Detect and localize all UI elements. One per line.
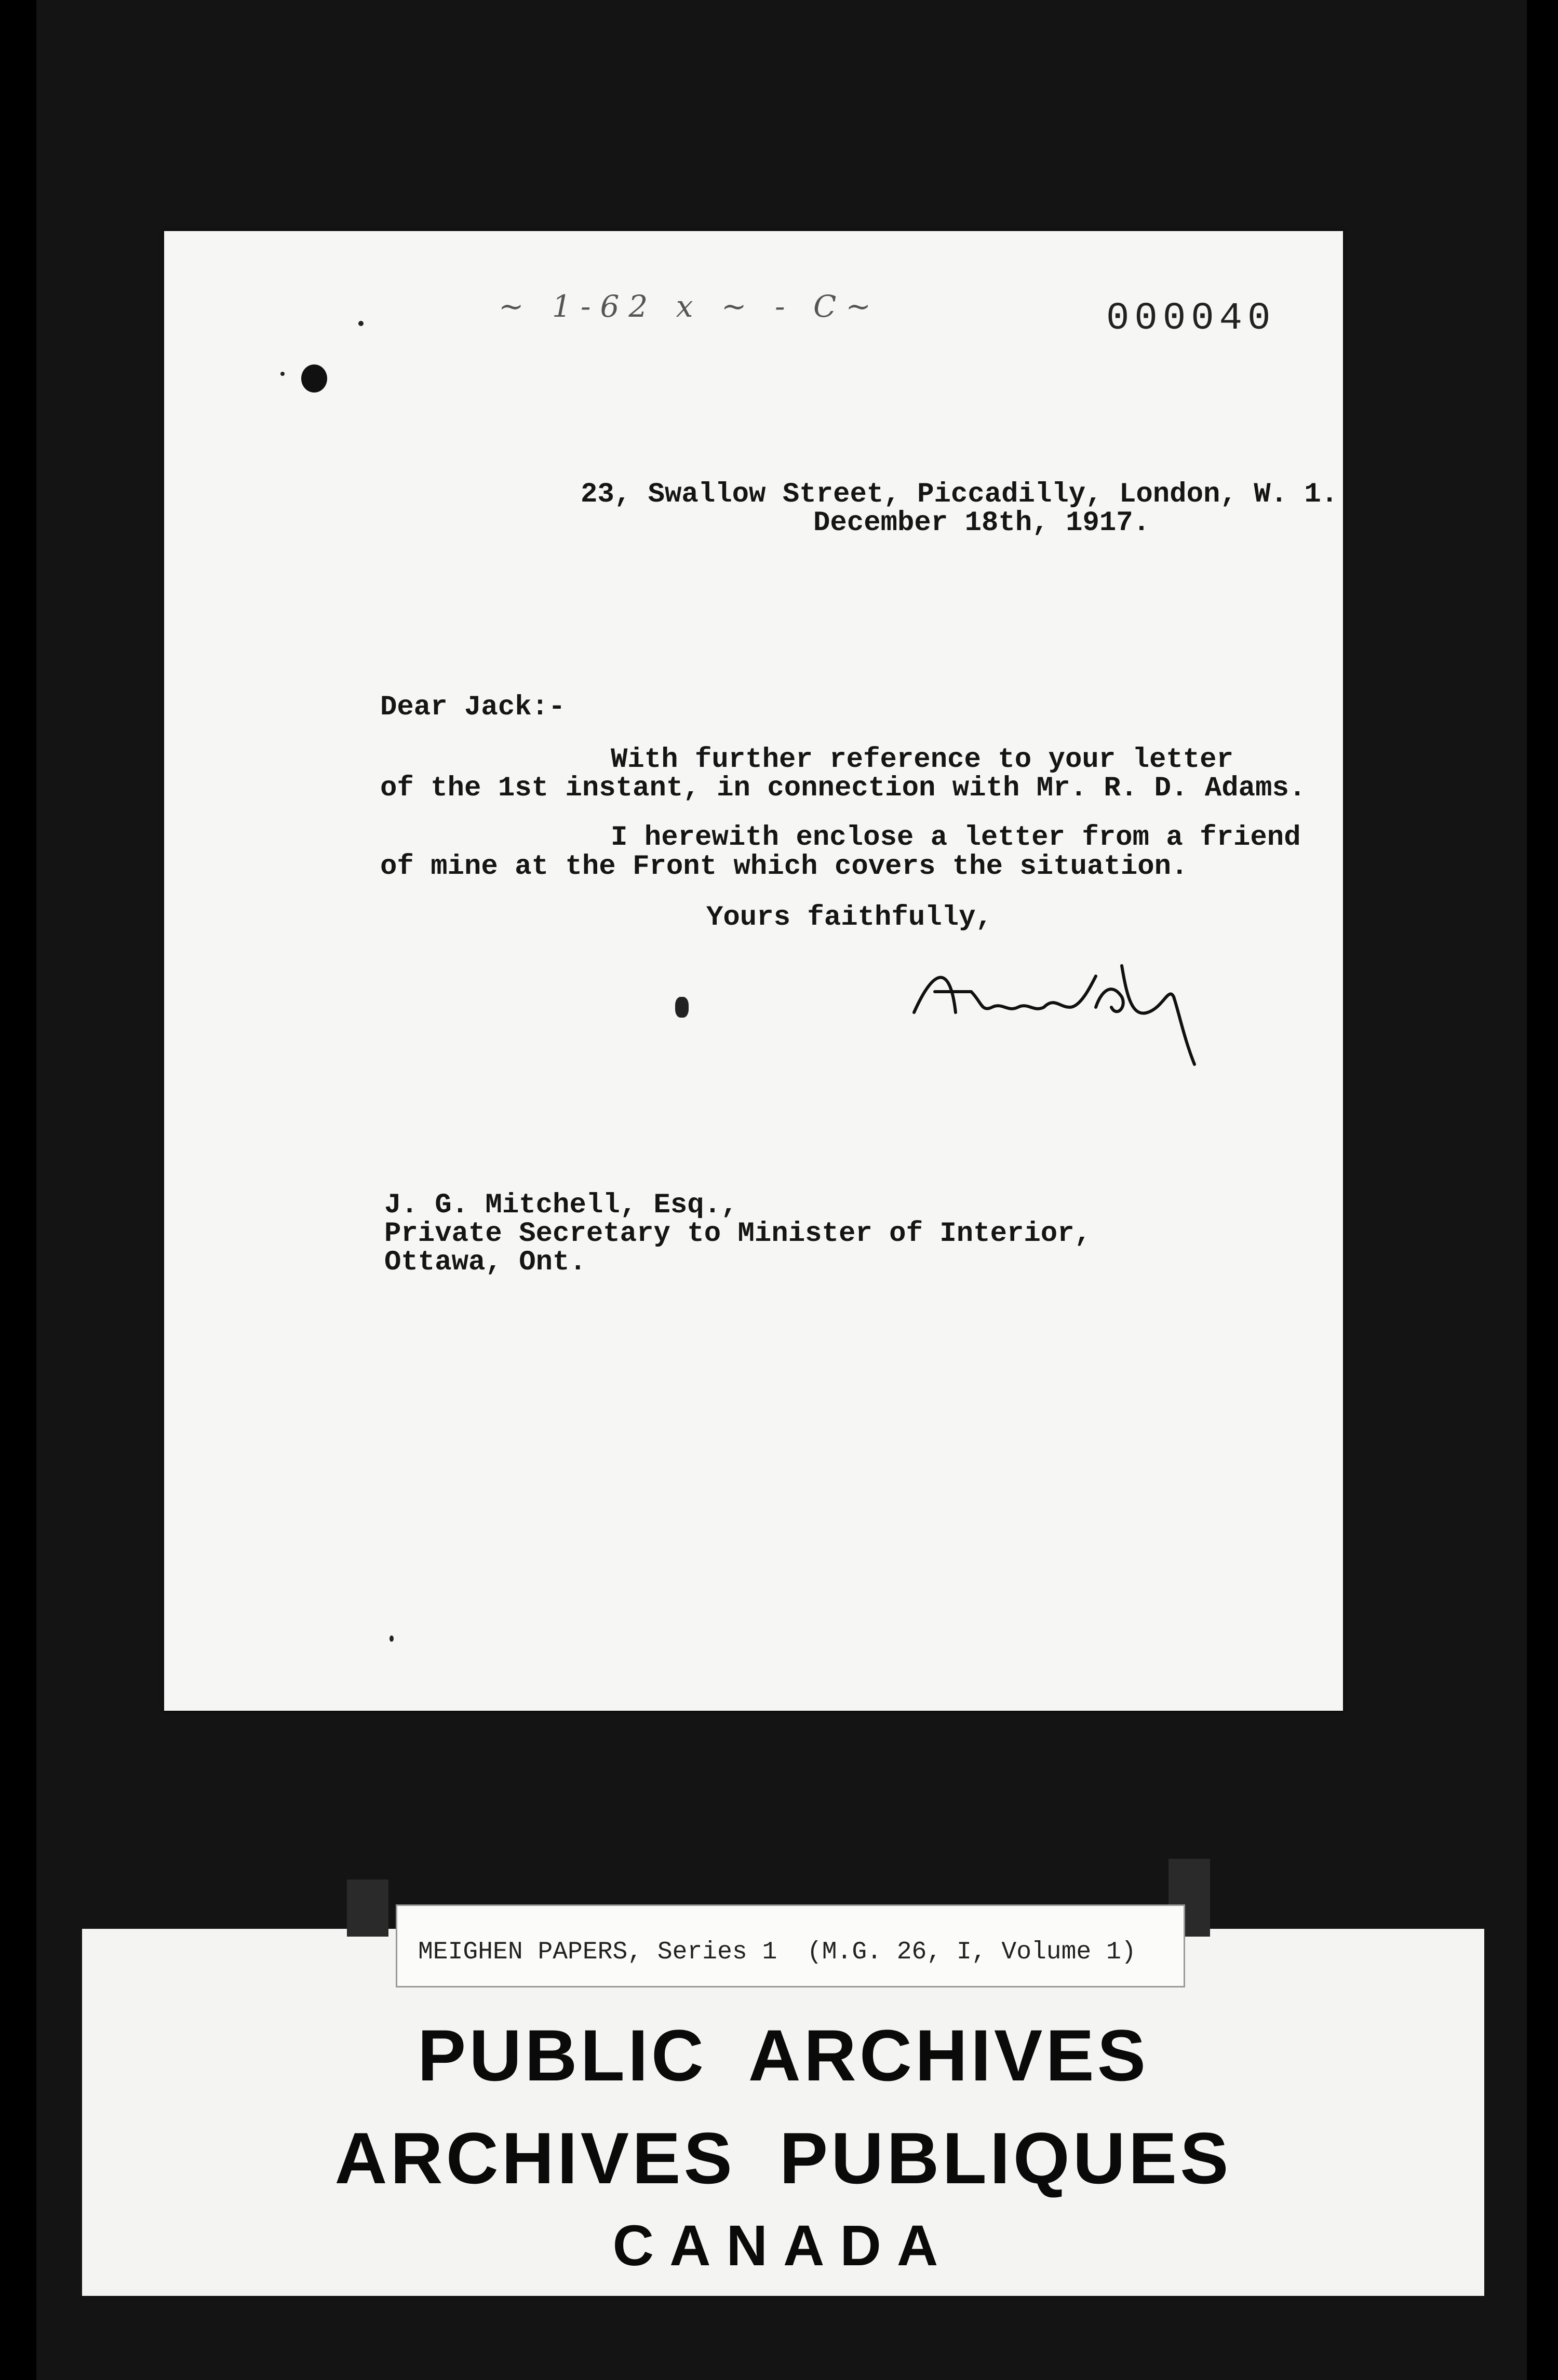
letter-date: December 18th, 1917. bbox=[813, 507, 1150, 539]
salutation: Dear Jack:- bbox=[380, 692, 566, 723]
addressee-location: Ottawa, Ont. bbox=[384, 1247, 586, 1278]
tape-strip bbox=[347, 1879, 388, 1937]
archives-title-english: PUBLIC ARCHIVES bbox=[417, 2014, 1149, 2096]
series-label bbox=[396, 1904, 1185, 1987]
document-number: 000040 bbox=[1106, 297, 1276, 341]
speck bbox=[358, 321, 364, 326]
series-text: MEIGHEN PAPERS, Series 1 (M.G. 26, I, Volume 1) bbox=[418, 1938, 1136, 1966]
body-line: of mine at the Front which covers the situation. bbox=[380, 851, 1188, 883]
closing: Yours faithfully, bbox=[706, 902, 992, 934]
film-edge-right bbox=[1527, 0, 1558, 2380]
addressee-name: J. G. Mitchell, Esq., bbox=[384, 1189, 738, 1221]
addressee-title: Private Secretary to Minister of Interior, bbox=[384, 1218, 1092, 1250]
archives-country: CANADA bbox=[612, 2214, 954, 2278]
body-line: of the 1st instant, in connection with Mr. R. D. Adams. bbox=[380, 773, 1306, 804]
sender-address: 23, Swallow Street, Piccadilly, London, W. 1. bbox=[581, 479, 1338, 510]
archives-title-french: ARCHIVES PUBLIQUES bbox=[334, 2117, 1232, 2199]
speck bbox=[390, 1635, 394, 1642]
punch-hole bbox=[301, 364, 327, 393]
body-line: I herewith enclose a letter from a friend bbox=[611, 822, 1301, 854]
body-line: With further reference to your letter bbox=[611, 744, 1233, 776]
speck bbox=[675, 997, 689, 1018]
handwritten-reference: ~ 1-62 x ~ - C~ bbox=[499, 289, 880, 324]
speck bbox=[280, 372, 285, 376]
film-edge-left bbox=[0, 0, 36, 2380]
handwritten-signature-icon bbox=[904, 935, 1226, 1070]
